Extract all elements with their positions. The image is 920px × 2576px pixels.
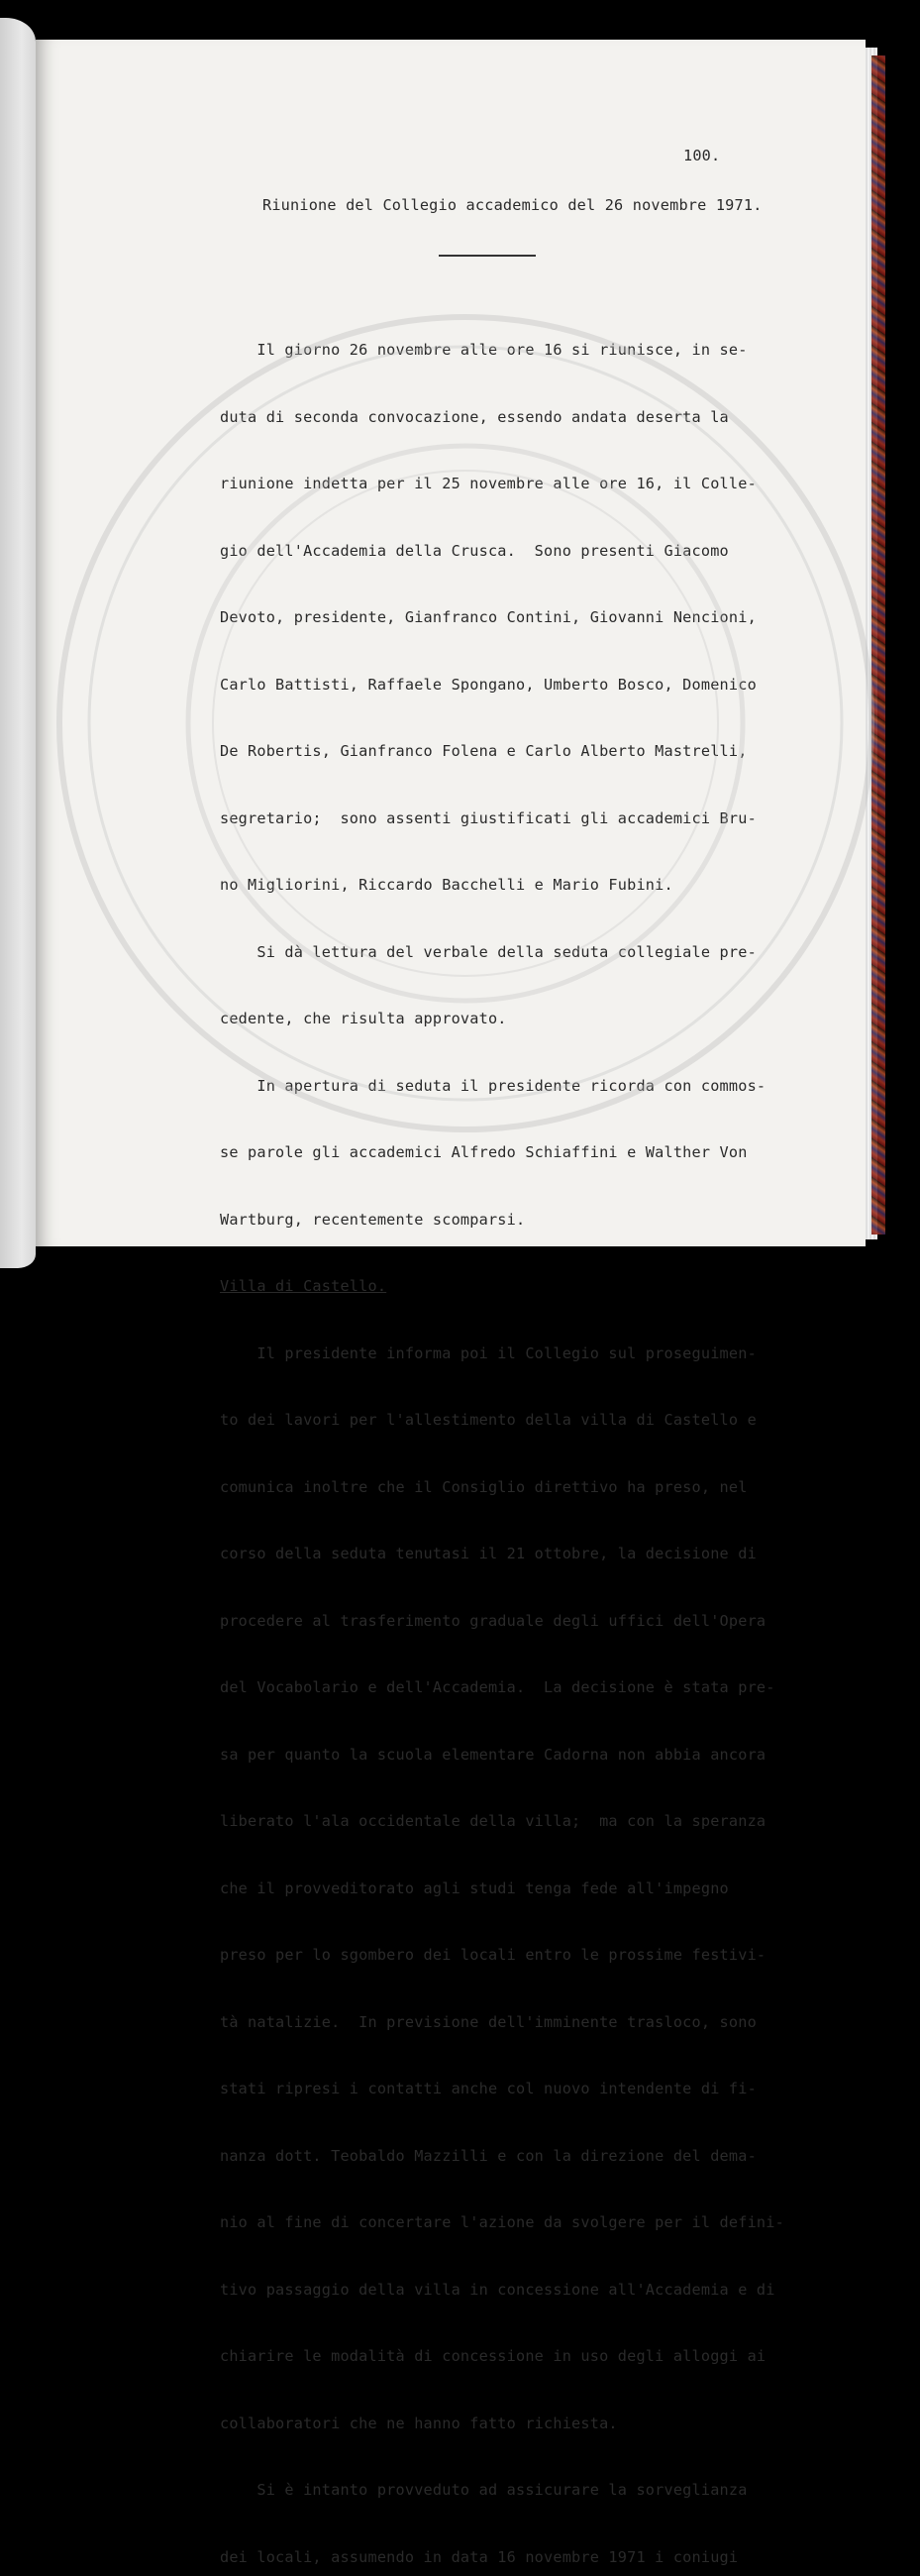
body-line: stati ripresi i contatti anche col nuovo intendente di fi- <box>220 2080 757 2097</box>
body-line: Si è intanto provveduto ad assicurare la sorveglianza <box>220 2481 748 2499</box>
body-line: chiarire le modalità di concessione in uso degli alloggi ai <box>220 2347 767 2365</box>
body-line: sa per quanto la scuola elementare Cadorna non abbia ancora <box>220 1745 767 1764</box>
section-heading: Villa di Castello. <box>220 1277 387 1295</box>
body-line: nanza dott. Teobaldo Mazzilli e con la direzione del dema- <box>220 2146 757 2165</box>
body-line: del Vocabolario e dell'Accademia. La decisione è stata pre- <box>220 1678 775 1696</box>
body-line: Si dà lettura del verbale della seduta collegiale pre- <box>220 942 757 961</box>
body-line: to dei lavori per l'allestimento della villa di Castello e <box>220 1411 757 1429</box>
body-line: preso per lo sgombero dei locali entro le prossime festivi- <box>220 1946 767 1964</box>
body-line: se parole gli accademici Alfredo Schiaffini e Walther Von <box>220 1143 748 1161</box>
body-line: gio dell'Accademia della Crusca. Sono presenti Giacomo <box>220 541 729 560</box>
body-line: Wartburg, recentemente scomparsi. <box>220 1210 526 1229</box>
facing-page-edge <box>0 18 36 1268</box>
document-body <box>220 294 784 2576</box>
page-number: 100. <box>683 147 721 164</box>
title-underline-rule <box>439 255 536 257</box>
body-line: duta di seconda convocazione, essendo andata deserta la <box>220 407 729 426</box>
body-line: collaboratori che ne hanno fatto richiesta. <box>220 2414 618 2432</box>
marbled-binding <box>871 55 885 1234</box>
document-title: Riunione del Collegio accademico del 26 novembre 1971. <box>262 196 763 214</box>
body-line: che il provveditorato agli studi tenga fede all'impegno <box>220 1878 729 1897</box>
body-line: cedente, che risulta approvato. <box>220 1010 507 1027</box>
body-line: corso della seduta tenutasi il 21 ottobre, la decisione di <box>220 1545 757 1562</box>
body-line: riunione indetta per il 25 novembre alle ore 16, il Colle- <box>220 475 757 492</box>
body-line: no Migliorini, Riccardo Bacchelli e Mario Fubini. <box>220 876 673 894</box>
body-line: Carlo Battisti, Raffaele Spongano, Umberto Bosco, Domenico <box>220 675 757 694</box>
body-line: tà natalizie. In previsione dell'imminente trasloco, sono <box>220 2012 757 2031</box>
body-line: nio al fine di concertare l'azione da svolgere per il defini- <box>220 2213 784 2231</box>
body-line: De Robertis, Gianfranco Folena e Carlo Alberto Mastrelli, <box>220 742 748 760</box>
body-line: liberato l'ala occidentale della villa; ma con la speranza <box>220 1812 767 1830</box>
body-line: Il giorno 26 novembre alle ore 16 si riunisce, in se- <box>220 341 748 359</box>
body-line: tivo passaggio della villa in concessione all'Accademia e di <box>220 2280 775 2299</box>
body-line: Il presidente informa poi il Collegio sul proseguimen- <box>220 1343 757 1362</box>
body-line: segretario; sono assenti giustificati gli accademici Bru- <box>220 808 757 827</box>
body-line: dei locali, assumendo in data 16 novembre 1971 i coniugi <box>220 2547 739 2566</box>
body-line: procedere al trasferimento graduale degli uffici dell'Opera <box>220 1611 767 1630</box>
body-line: Devoto, presidente, Gianfranco Contini, Giovanni Nencioni, <box>220 608 757 626</box>
body-line: comunica inoltre che il Consiglio direttivo ha preso, nel <box>220 1477 748 1496</box>
body-line: In apertura di seduta il presidente ricorda con commos- <box>220 1076 767 1095</box>
